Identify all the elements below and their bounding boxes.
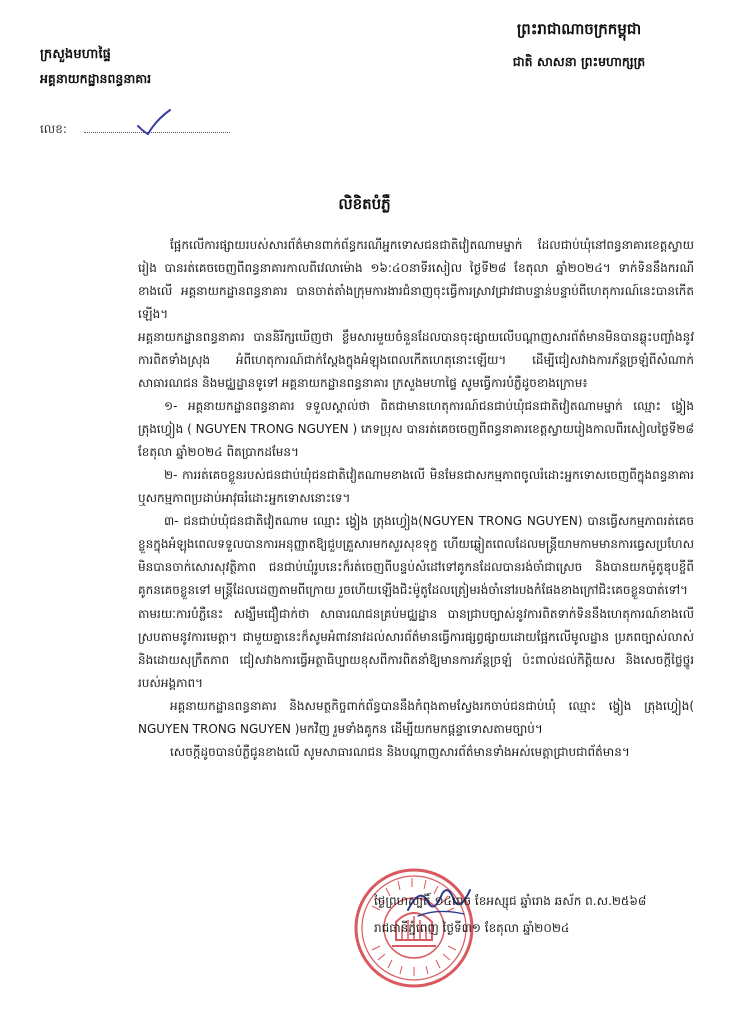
paragraph-point-1: ១- អគ្គនាយកដ្ឋានពន្ធនាគារ ទទួលស្គាល់ថា ពិតជាមានហេតុការណ៍ជនជាប់ឃុំជនជាតិវៀតណាមម្នាក់ ឈ្មោះ ង្វៀង ត្រុងហ្វៀង ( NGUYEN TRONG NGUYEN ) ភេទប្រុស បានរត់គេចចេញពីពន្ធនាគារខេត្តស្វាយរៀងកាលពីរសៀលថ្ងៃទី២៨ ខែតុលា ឆ្នាំ២០២៤ ពិតប្រាកដមែន។ (138, 399, 694, 460)
paragraph-point-3: ៣- ជនជាប់ឃុំជនជាតិវៀតណាម ឈ្មោះ ង្វៀង ត្រុងហ្វៀង(NGUYEN TRONG NGUYEN) បានធ្វើសកម្មភាពរត់គេចខ្លួនក្នុងអំឡុងពេលទទួលបានការអនុញ្ញាតឱ្យជួបគ្រួសារមកសួរសុខទុក្ខ ហើយឆ្លៀតពេលដែលមន្ត្រីយាមកាមមានការធ្វេសប្រហែសមិនបានចាក់សោរសុវត្ថិភាព ជនជាប់ឃុំរូបនេះក៏រត់ចេញពីបន្ទប់សំដៅទៅគូកនដែលបានរង់ចាំជាស្រេច និងបានយកម៉ូតូឌុបខ្ចីពីគូកនគេចខ្លួនទៅ មន្ត្រីដែលដេញតាមពីក្រោយ រួចហើយឡើងជិះម៉ូតូដែលត្រៀមរង់ចាំនៅរបងកំផែងខាងក្រៅជិះគេចខ្លួនបាត់ទៅ។ (138, 514, 694, 598)
reference-label: លេខ: (40, 122, 67, 136)
paragraph-closing: សេចក្ដីដូចបានបំភ្លឺជូនខាងលើ សូមសាធារណជន និងបណ្ដាញសារព័ត៌មានទាំងអស់មេត្តាជ្រាបជាព័ត៌មាន។ (170, 744, 630, 759)
ministry-header (40, 46, 240, 90)
paragraph-search: អគ្គនាយកដ្ឋានពន្ធនាគារ និងសមត្ថកិច្ចពាក់ព័ន្ធបាននឹងកំពុងតាមស្វែងរកចាប់ជនជាប់ឃុំ ឈ្មោះ ង្វៀង ត្រុងហ្វៀង( NGUYEN TRONG NGUYEN )មកវិញ រួមទាំងគូកន ដើម្បីយកមកផ្ដន្ទាទោសតាមច្បាប់។ (138, 698, 694, 736)
kingdom-name: ព្រះរាជាណាចក្រកម្ពុជា (516, 20, 642, 38)
document-title: លិខិតបំភ្លឺ (338, 195, 391, 213)
paragraph-intro: ផ្អែកលើការផ្សាយរបស់សារព័ត៌មានពាក់ព័ន្ធករណីអ្នកទោសជនជាតិវៀតណាមម្នាក់ ដែលជាប់ឃុំនៅពន្ធនាគារខេត្តស្វាយរៀង បានរត់គេចចេញពីពន្ធនាគារកាលពីវេលាម៉ោង ១៦:៤០នាទីរសៀល ថ្ងៃទី២៨ ខែតុលា ឆ្នាំ២០២៤។ ទាក់ទិននឹងករណីខាងលើ អគ្គនាយកដ្ឋានពន្ធនាគារ បានចាត់តាំងក្រុមការងារជំនាញចុះធ្វើការស្រាវជ្រាវជាបន្ទាន់បន្ទាប់ពីហេតុការណ៍នេះបានកើតឡើង។ (138, 238, 694, 322)
reference-number-line (40, 118, 230, 136)
department-name: អគ្គនាយកដ្ឋានពន្ធនាគារ (40, 71, 152, 86)
kingdom-header (464, 20, 694, 73)
solar-date: រាជធានីភ្នំពេញ ថ្ងៃទី៣១ ខែតុលា ឆ្នាំ២០២៤ (374, 921, 570, 935)
document-body (138, 234, 694, 764)
paragraph-clarification: អគ្គនាយកដ្ឋានពន្ធនាគារ បាននិរីក្សឃើញថា ខ្លឹមសារមួយចំនួនដែលបានចុះផ្សាយលើបណ្ដាញសារព័ត៌មានមិនបានឆ្លុះបញ្ចាំងនូវការពិតទាំងស្រុង អំពីហេតុការណ៍ជាក់ស្ដែងក្នុងអំឡុងពេលកើតហេតុនោះឡើយ។ ដើម្បីជៀសវាងការភ័ន្តច្រឡំពីសំណាក់សាធារណជន និងមជ្ឈដ្ឋានទូទៅ អគ្គនាយកដ្ឋានពន្ធនាគារ ក្រសួងមហាផ្ទៃ សូមធ្វើការបំភ្លឺដូចខាងក្រោម៖ (138, 330, 694, 391)
national-motto: ជាតិ សាសនា ព្រះមហាក្សត្រ (512, 54, 646, 69)
paragraph-appeal: តាមរយៈការបំភ្លឺនេះ សង្ឃឹមជឿជាក់ថា សាធារណជនគ្រប់មជ្ឈដ្ឋាន បានជ្រាបច្បាស់នូវការពិតទាក់ទិននឹងហេតុការណ៍ខាងលើ ស្របតាមនូវការមេត្តា។ ជាមួយគ្នានេះក៏សូមអំពាវនាវដល់សារព័ត៌មានធ្វើការផ្សព្វផ្សាយដោយផ្អែកលើមូលដ្ឋាន ប្រភពច្បាស់លាស់ និងដោយសុក្រឹតភាព ជៀសវាងការធ្វើអត្ថាធិប្បាយខុសពីការពិតនាំឱ្យមានការភ័ន្តច្រឡំ ប៉ះពាល់ដល់កិត្តិយស និងសេចក្ដីថ្លៃថ្នូររបស់អង្គភាព។ (138, 606, 694, 690)
ministry-name: ក្រសួងមហាផ្ទៃ (40, 47, 112, 62)
checkmark-icon (132, 108, 172, 136)
paragraph-point-2: ២- ការរត់គេចខ្លួនរបស់ជនជាប់ឃុំជនជាតិវៀតណាមខាងលើ មិនមែនជាសកម្មភាពចូលរំដោះអ្នកទោសចេញពីក្នុងពន្ធនាគារ ឬសកម្មភាពប្រដាប់អាវុធរំដោះអ្នកទោសនោះទេ។ (138, 468, 694, 506)
lunar-date: ថ្ងៃព្រហស្បតិ៍ ១៤រោច ខែអស្សុជ ឆ្នាំរោង ឆស័ក ព.ស.២៥៦៨ (374, 894, 647, 908)
